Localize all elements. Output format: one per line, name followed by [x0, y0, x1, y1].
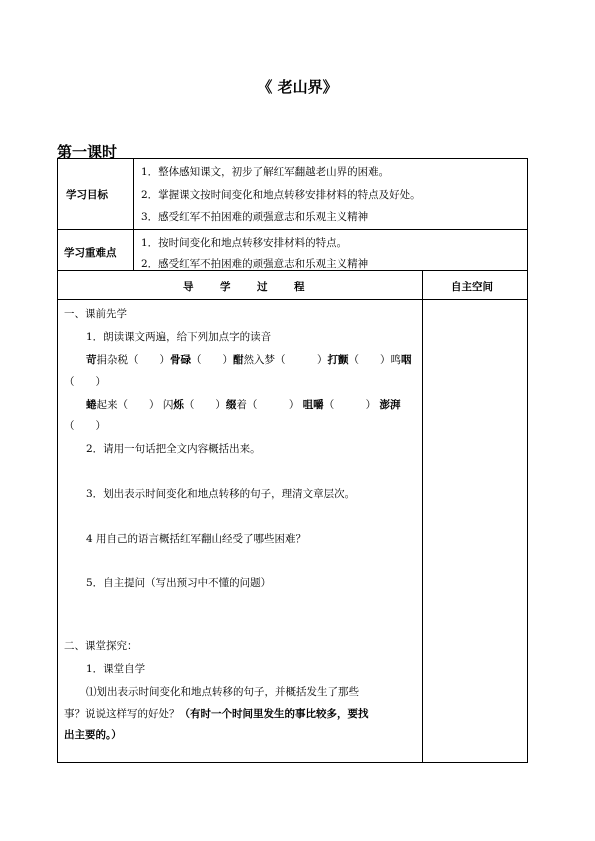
section-heading: 一、课前先学	[64, 308, 127, 320]
task-text: 事？说说这样写的好处？	[64, 708, 180, 720]
table-divider	[133, 158, 134, 271]
vocab-word: 澎湃	[379, 399, 401, 411]
objective-item: 1．整体感知课文，初步了解红军翻越老山界的困难。	[141, 166, 390, 178]
question-3: 3．划出表示时间变化和地点转移的句子，理清文章层次。	[86, 488, 356, 500]
vocab-blank: （ ）	[183, 399, 226, 411]
keypoint-item: 1．按时间变化和地点转移安排材料的特点。	[141, 237, 348, 249]
vocab-word: 蜷	[86, 399, 97, 411]
vocab-blank: （ ）	[191, 354, 233, 366]
vocab-blank: （ ）鸣	[348, 354, 401, 366]
vocab-word: 缀	[225, 399, 237, 411]
task-line	[64, 706, 369, 721]
keypoints-label: 学习重难点	[64, 247, 117, 259]
section-heading: 二、课堂探究：	[64, 640, 138, 652]
question-4: 4 用自己的语言概括红军翻山经受了哪些困难？	[86, 533, 307, 545]
lesson-heading: 第一课时	[57, 143, 118, 161]
process-header: 导 学 过 程	[183, 281, 313, 293]
subsection-heading: 1．课堂自学	[86, 663, 146, 675]
vocab-line-2	[86, 397, 401, 412]
question-5: 5．自主提问（写出预习中不懂的问题）	[86, 577, 272, 589]
vocab-word: 咀嚼	[302, 399, 324, 411]
vocab-word: 骨碌	[170, 354, 191, 366]
task-hint: （有时一个时间里发生的事比较多，要找	[179, 708, 369, 720]
table-row-divider	[57, 229, 528, 230]
space-header: 自主空间	[451, 281, 493, 293]
vocab-blank: （ ）	[323, 399, 377, 411]
objectives-label: 学习目标	[66, 189, 108, 201]
vocab-word: 酣	[233, 354, 244, 366]
question-2: 2．请用一句话把全文内容概括出来。	[86, 443, 261, 455]
page-title: 《 老山界》	[257, 78, 338, 96]
task-line: ⑴划出表示时间变化和地点转移的句子，并概括发生了那些	[86, 686, 359, 698]
objective-item: 2．掌握课文按时间变化和地点转移安排材料的特点及好处。	[141, 189, 421, 201]
vocab-blank: 捐杂税（ ）	[96, 354, 170, 366]
vocab-wrap: （ ）	[64, 420, 106, 432]
vocab-line-1	[86, 352, 412, 367]
header-divider	[57, 299, 528, 300]
vocab-word: 苛	[86, 354, 97, 366]
keypoint-item: 2．感受红军不拍困难的顽强意志和乐观主义精神	[141, 258, 369, 270]
vocab-blank: 然入梦（ ）	[243, 354, 328, 366]
vocab-word: 烁	[173, 399, 184, 411]
vocab-blank: 起来（ ）	[96, 399, 160, 411]
question-1: 1．朗读课文两遍，给下列加点字的读音	[86, 331, 272, 343]
vocab-blank: 着（ ）	[236, 399, 300, 411]
vocab-text: 闪	[162, 399, 174, 411]
objective-item: 3．感受红军不拍困难的顽强意志和乐观主义精神	[141, 211, 369, 223]
column-divider	[422, 270, 423, 763]
vocab-word: 打颤	[327, 354, 349, 366]
vocab-wrap: （ ）	[64, 376, 106, 388]
task-hint: 出主要的。）	[64, 729, 122, 741]
vocab-word: 咽	[401, 354, 412, 366]
